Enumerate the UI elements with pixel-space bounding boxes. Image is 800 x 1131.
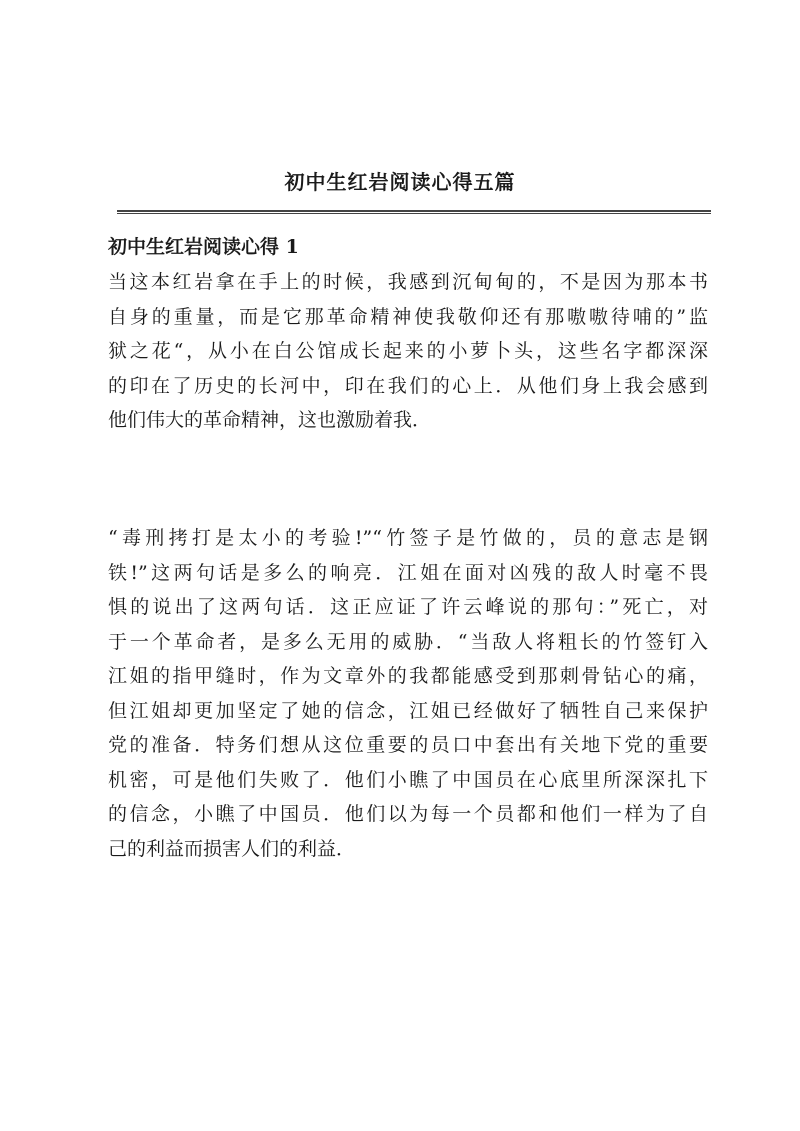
text-line: 铁!”这两句话是多么的响亮．江姐在面对凶残的敌人时毫不畏: [108, 561, 708, 584]
text-line: 狱之花“，从小在白公馆成长起来的小萝卜头，这些名字都深深: [108, 340, 708, 362]
section-heading: 初中生红岩阅读心得 1: [108, 236, 299, 258]
text-line: 他们伟大的革命精神，这也激励着我．: [108, 409, 432, 431]
text-line: 自身的重量，而是它那革命精神使我敬仰还有那嗷嗷待哺的”监: [108, 305, 708, 328]
text-line: “毒刑拷打是太小的考验!”“竹签子是竹做的，员的意志是钢: [108, 527, 708, 549]
text-line: 于一个革命者，是多么无用的威胁．“当敌人将粗长的竹签钉入: [108, 630, 708, 653]
page-title: 初中生红岩阅读心得五篇: [284, 170, 516, 194]
text-line: 当这本红岩拿在手上的时候，我感到沉甸甸的，不是因为那本书: [108, 271, 708, 293]
text-line: 己的利益而损害人们的利益．: [108, 837, 356, 860]
text-line: 惧的说出了这两句话．这正应证了许云峰说的那句：”死亡，对: [108, 596, 708, 618]
text-line: 机密，可是他们失败了．他们小瞧了中国员在心底里所深深扎下: [108, 768, 708, 791]
text-line: 的信念，小瞧了中国员．他们以为每一个员都和他们一样为了自: [108, 803, 708, 825]
text-line: 江姐的指甲缝时，作为文章外的我都能感受到那刺骨钻心的痛，: [108, 665, 708, 687]
text-line: 党的准备．特务们想从这位重要的员口中套出有关地下党的重要: [108, 734, 708, 756]
text-line: 但江姐却更加坚定了她的信念，江姐已经做好了牺牲自己来保护: [108, 699, 708, 722]
paragraph-1: [108, 265, 708, 438]
paragraph-2: [108, 521, 708, 866]
title-divider: [117, 210, 711, 214]
text-line: 的印在了历史的长河中，印在我们的心上．从他们身上我会感到: [108, 374, 708, 397]
